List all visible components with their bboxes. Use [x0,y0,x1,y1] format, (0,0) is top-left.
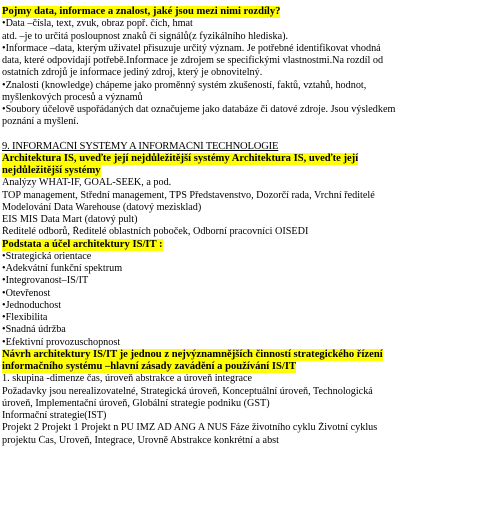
q4-heading-text-2: informačního systému –hlavní zásady zavádění a používání IS/IT [2,361,297,372]
q1-line-2: atd. –je to určitá posloupnost znaků či signálů(z fyzikálního hlediska). [2,30,289,42]
section-9-title: 9. INFORMAČNÍ SYSTÉMY A INFORMAČNÍ TECHNOLOGIE [2,140,279,152]
q1-line-3: • Informace –data, kterým uživatel přisuzuje určitý význam. Je potřebné identifikovat vhodná [2,43,477,55]
q1-line-1: • Data –čísla, text, zvuk, obraz popř. čích, hmat [2,18,477,30]
q1-heading [2,6,477,18]
q4-line-3: úroveň, Implementační úroveň, Globální strategie podniku (GST) [2,397,270,409]
q3-item-3: • Integrovanost–IS/IT [2,275,477,287]
q3-item-1: • Strategická orientace [2,251,477,263]
q4-heading-text-1: Návrh architektury IS/IT je jednou z nejvýznamnějších činností strategického řízení [2,348,383,360]
q3-item-5: • Jednoduchost [2,300,477,312]
q2-line-2: TOP management, Střední management, TPS Představenstvo, Dozorčí rada, Vrchní ředitelé [2,189,375,201]
q2-heading-text-2: nejdůležitější systémy [2,165,101,176]
q3-heading-text: Podstata a účel architektury IS/IT : [2,238,163,250]
q2-heading-text-1: Architektura IS, uveďte její nejdůležitější systémy Architektura IS, uveďte její [2,152,359,164]
q1-line-8: • Soubory účelově uspořádaných dat označujeme jako databáze či datové zdroje. Jsou výsledkem [2,104,477,116]
q2-heading-line-2 [2,165,477,177]
q2-line-4: EIS MIS Data Mart (datový pult) [2,214,138,225]
q3-heading [2,239,477,251]
q2-line-1: Analýzy WHAT-IF, GOAL-SEEK, a pod. [2,177,172,189]
q4-line-6: projektu Čas, Úroveň, Integrace, Úrovně Abstrakce konkrétní a abst [2,434,279,446]
q4-line-4: Informační strategie(IST) [2,410,107,421]
q3-item-4: • Otevřenost [2,288,477,300]
q4-line-2: Požadavky jsou nerealizovatelné, Strategická úroveň, Konceptuální úroveň, Technologická [2,385,373,397]
spacer [2,129,477,141]
q1-line-9: poznání a myšlení. [2,116,79,128]
q1-line-5: ostatních zdrojů je informace jediný zdroj, který je obnovitelný. [2,67,263,79]
q4-line-5: Projekt 2 Projekt 1 Projekt n PÚ IMZ AD ANG A NUS Fáze životního cyklu Životní cyklus [2,422,378,434]
q3-item-2: • Adekvátní funkční spektrum [2,263,477,275]
q4-heading-line-2 [2,361,477,373]
q2-line-3: Modelování Data Warehouse (datový mezisklad) [2,201,202,213]
q3-item-7: • Snadná údržba [2,324,477,336]
q1-heading-text: Pojmy data, informace a znalost, jaké jsou mezi nimi rozdíly? [2,6,281,17]
q4-heading-line-1 [2,349,477,361]
q4-line-1: 1. skupina -dimenze čas, úroveň abstrakce a úroveň integrace [2,373,253,385]
q1-line-7: myšlenkových procesů a významů [2,91,143,103]
q1-line-4: data, které odpovídají potřebě.Informace je zdrojem se specifickými vlastnostmi.Na rozdíl od [2,55,384,66]
q2-heading-line-1 [2,153,477,165]
q2-line-5: Ředitelé odborů, Ředitelé oblastních poboček, Odborní pracovníci OISEDI [2,226,309,238]
q3-item-8: • Efektivní provozuschopnost [2,337,477,349]
q1-line-6: • Znalosti (knowledge) chápeme jako proměnný systém zkušeností, faktů, vztahů, hodnot, [2,80,477,92]
q3-item-6: • Flexibilita [2,312,477,324]
